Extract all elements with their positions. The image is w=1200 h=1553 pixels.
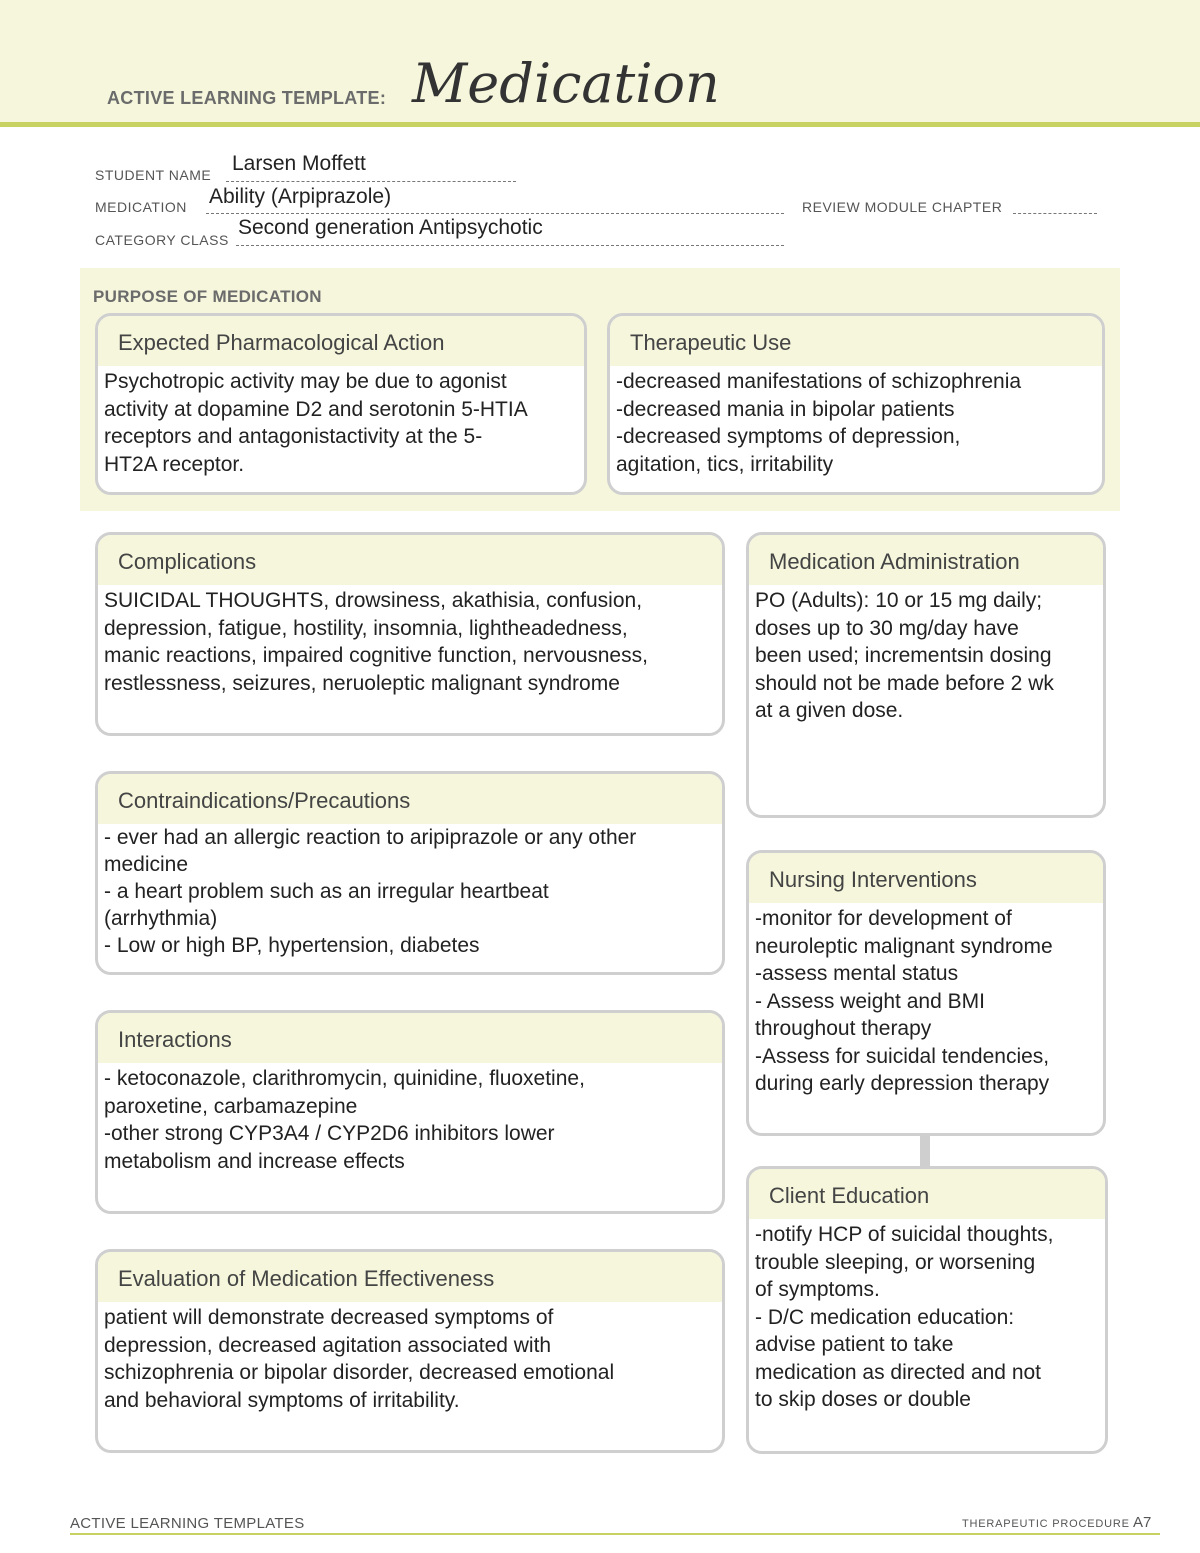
medication-administration-title: Medication Administration xyxy=(749,535,1103,585)
nursing-interventions-text[interactable]: -monitor for development of neuroleptic malignant syndrome -assess mental status - Assess weight and BMI throughout therapy -Assess for suicidal tendencies, during early depression therapy xyxy=(755,907,1053,1095)
contraindications-text[interactable]: - ever had an allergic reaction to aripiprazole or any other medicine - a heart problem such as an irregular heartbeat (arrhythmia) - Low or high BP, hypertension, diabetes xyxy=(104,826,637,957)
interactions-text[interactable]: - ketoconazole, clarithromycin, quinidine, fluoxetine, paroxetine, carbamazepine -other strong CYP3A4 / CYP2D6 inhibitors lower metabolism and increase effects xyxy=(104,1067,585,1173)
nursing-interventions-title: Nursing Interventions xyxy=(749,853,1103,903)
evaluation-box xyxy=(95,1249,725,1453)
nursing-interventions-box xyxy=(746,850,1106,1136)
category-class-label: CATEGORY CLASS xyxy=(95,232,229,248)
medication-line xyxy=(206,213,784,214)
student-name-field[interactable]: Larsen Moffett xyxy=(232,152,366,175)
evaluation-text[interactable]: patient will demonstrate decreased symptoms of depression, decreased agitation associated with schizophrenia or bipolar disorder, decreased emotional and behavioral symptoms of irritability. xyxy=(104,1306,615,1412)
client-education-title: Client Education xyxy=(749,1169,1105,1219)
interactions-title: Interactions xyxy=(98,1013,722,1063)
medication-field[interactable]: Ability (Arpiprazole) xyxy=(209,185,392,208)
contraindications-box xyxy=(95,771,725,975)
complications-text[interactable]: SUICIDAL THOUGHTS, drowsiness, akathisia, confusion, depression, fatigue, hostility, insomnia, lightheadedness, manic reactions, impaired cognitive function, nervousness, restlessness, seizures, neruoleptic malignant syndrome xyxy=(104,589,648,695)
interactions-box xyxy=(95,1010,725,1214)
purpose-label: PURPOSE OF MEDICATION xyxy=(93,287,322,306)
header-rule xyxy=(0,122,1200,127)
contraindications-title: Contraindications/Precautions xyxy=(98,774,722,824)
evaluation-title: Evaluation of Medication Effectiveness xyxy=(98,1252,722,1302)
medication-label: MEDICATION xyxy=(95,199,187,215)
complications-box xyxy=(95,532,725,736)
medication-administration-text[interactable]: PO (Adults): 10 or 15 mg daily; doses up to 30 mg/day have been used; incrementsin dosing should not be made before 2 wk at a given dose. xyxy=(755,589,1054,722)
client-education-box xyxy=(746,1166,1108,1454)
complications-title: Complications xyxy=(98,535,722,585)
footer-page-number: A7 xyxy=(1133,1514,1152,1531)
template-label: ACTIVE LEARNING TEMPLATE: xyxy=(107,88,387,108)
review-module-label: REVIEW MODULE CHAPTER xyxy=(802,199,1003,215)
template-title: Medication xyxy=(412,52,720,115)
therapeutic-use-title: Therapeutic Use xyxy=(610,316,1102,366)
student-name-label: STUDENT NAME xyxy=(95,167,212,183)
footer-right: THERAPEUTIC PROCEDURE xyxy=(962,1518,1130,1530)
expected-action-text[interactable]: Psychotropic activity may be due to agonist activity at dopamine D2 and serotonin 5-HTIA receptors and antagonistactivity at the 5- HT2A receptor. xyxy=(104,370,528,476)
footer-left: ACTIVE LEARNING TEMPLATES xyxy=(70,1515,305,1532)
category-class-line xyxy=(236,245,784,246)
therapeutic-use-text[interactable]: -decreased manifestations of schizophrenia -decreased mania in bipolar patients -decreased symptoms of depression, agitation, tics, irritability xyxy=(616,370,1022,476)
expected-action-title: Expected Pharmacological Action xyxy=(98,316,584,366)
expected-action-box xyxy=(95,313,587,495)
category-class-field[interactable]: Second generation Antipsychotic xyxy=(238,216,543,239)
student-name-line xyxy=(226,181,516,182)
footer-rule xyxy=(70,1533,1160,1535)
client-education-text[interactable]: -notify HCP of suicidal thoughts, trouble sleeping, or worsening of symptoms. - D/C medication education: advise patient to take medication as directed and not to skip doses or double xyxy=(755,1223,1054,1411)
review-module-field[interactable] xyxy=(1013,213,1097,214)
box-connector xyxy=(920,1136,930,1166)
medication-administration-box xyxy=(746,532,1106,818)
therapeutic-use-box xyxy=(607,313,1105,495)
